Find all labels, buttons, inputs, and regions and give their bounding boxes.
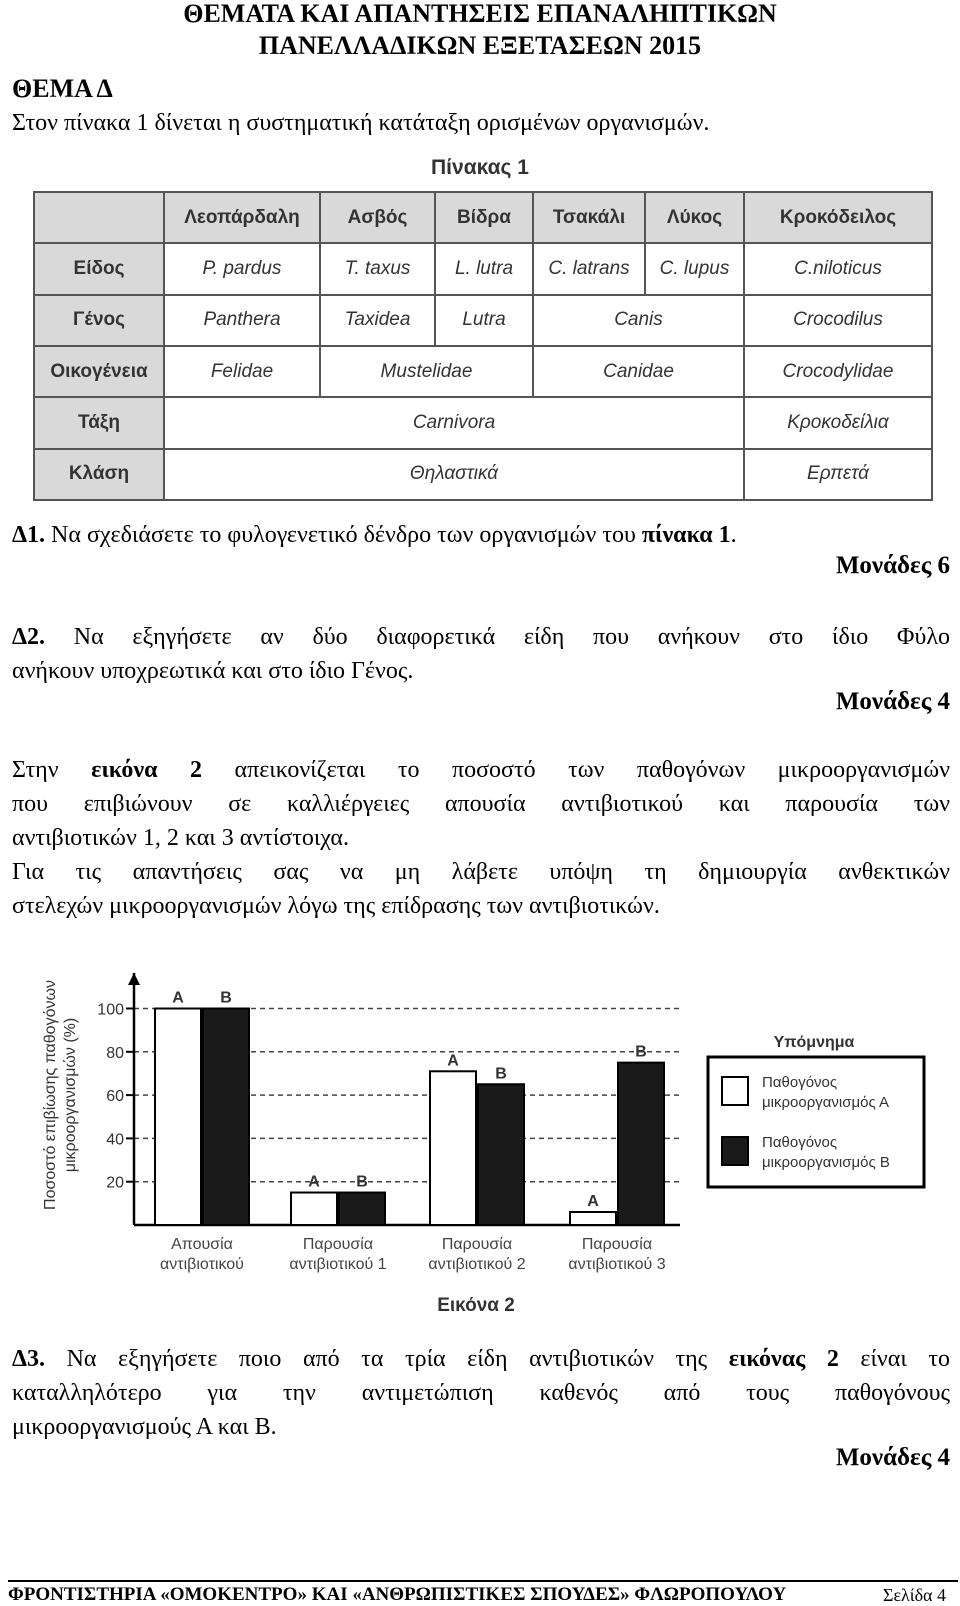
bar-a bbox=[155, 1009, 201, 1226]
question-d2-line-2: ανήκουν υποχρεωτικά και στο ίδιο Γένος. bbox=[12, 658, 414, 684]
table-cell: Mustelidae bbox=[320, 346, 533, 397]
table-cell: C. lupus bbox=[645, 243, 744, 294]
legend-label: Παθογόνος bbox=[762, 1074, 838, 1091]
bar-a bbox=[570, 1212, 616, 1225]
para-text: Στην bbox=[12, 757, 92, 783]
table-row bbox=[34, 449, 932, 500]
question-d3-line-1 bbox=[12, 1342, 950, 1376]
para-text: απεικονίζεται το ποσοστό των παθογόνων μικροοργανισμών bbox=[202, 757, 950, 783]
table-header-cell: Βίδρα bbox=[435, 192, 533, 243]
question-text-bold: πίνακα 1 bbox=[641, 522, 731, 548]
bar-b bbox=[618, 1063, 664, 1225]
table-cell: L. lutra bbox=[435, 243, 533, 294]
marks-d2: Μονάδες 4 bbox=[835, 688, 950, 715]
question-text: Να εξηγήσετε αν δύο διαφορετικά είδη που ανήκουν στο ίδιο Φύλο bbox=[45, 624, 950, 650]
table-header-cell: Λύκος bbox=[645, 192, 744, 243]
table-cell: Lutra bbox=[435, 295, 533, 346]
table-cell: C.niloticus bbox=[744, 243, 932, 294]
bar-label: A bbox=[308, 1173, 320, 1191]
table-row bbox=[34, 295, 932, 346]
marks-d1: Μονάδες 6 bbox=[835, 552, 950, 579]
table-header-cell: Ασβός bbox=[320, 192, 435, 243]
row-label: Είδος bbox=[34, 243, 164, 294]
table-header-cell: Τσακάλι bbox=[533, 192, 645, 243]
bar-label: B bbox=[220, 989, 232, 1007]
intro-text: Στον πίνακα 1 δίνεται η συστηματική κατάταξη ορισμένων οργανισμών. bbox=[12, 110, 710, 136]
x-category-label: αντιβιοτικού 3 bbox=[568, 1256, 666, 1273]
row-label: Οικογένεια bbox=[34, 346, 164, 397]
bar-label: A bbox=[587, 1193, 599, 1211]
table-cell: Canis bbox=[533, 295, 744, 346]
table-cell: P. pardus bbox=[164, 243, 320, 294]
x-category-label: αντιβιοτικού 2 bbox=[428, 1256, 526, 1273]
header-line-1: ΘΕΜΑΤΑ ΚΑΙ ΑΠΑΝΤΗΣΕΙΣ ΕΠΑΝΑΛΗΠΤΙΚΩΝ bbox=[183, 0, 777, 28]
x-category-label: Απουσία bbox=[171, 1236, 233, 1253]
legend-label: μικροοργανισμός Β bbox=[762, 1154, 890, 1171]
bar-label: B bbox=[495, 1065, 507, 1083]
x-category-label: αντιβιοτικού bbox=[160, 1256, 244, 1273]
bar-label: A bbox=[172, 989, 184, 1007]
table-cell: T. taxus bbox=[320, 243, 435, 294]
table-cell: Ερπετά bbox=[744, 449, 932, 500]
legend-swatch-a bbox=[722, 1077, 748, 1105]
question-text: . bbox=[730, 522, 737, 548]
para-line-2: που επιβιώνουν σε καλλιέργειες απουσία αντιβιοτικού και παρουσία των bbox=[12, 791, 950, 817]
table-cell: Crocodylidae bbox=[744, 346, 932, 397]
question-label: Δ2. bbox=[12, 624, 46, 650]
row-label: Τάξη bbox=[34, 397, 164, 448]
legend-swatch-b bbox=[722, 1137, 748, 1165]
bar-label: B bbox=[356, 1173, 368, 1191]
question-text-bold: εικόνας 2 bbox=[728, 1346, 839, 1372]
table-cell: Θηλαστικά bbox=[164, 449, 744, 500]
question-text: είναι το bbox=[838, 1346, 951, 1372]
row-label: Κλάση bbox=[34, 449, 164, 500]
legend-label: Παθογόνος bbox=[762, 1134, 838, 1151]
bar-label: A bbox=[447, 1052, 459, 1070]
para-line-3: αντιβιοτικών 1, 2 και 3 αντίστοιχα. bbox=[12, 825, 350, 851]
marks-d3: Μονάδες 4 bbox=[835, 1444, 950, 1471]
para-text-bold: εικόνα 2 bbox=[91, 757, 203, 783]
question-text: Να εξηγήσετε ποιο από τα τρία είδη αντιβιοτικών της bbox=[45, 1346, 729, 1372]
table-row bbox=[34, 192, 932, 243]
bar-b bbox=[203, 1009, 249, 1226]
question-d2-line-1 bbox=[12, 620, 950, 654]
x-category-label: Παρουσία bbox=[302, 1236, 374, 1253]
bar-b bbox=[478, 1084, 524, 1225]
bar-a bbox=[291, 1193, 337, 1225]
page-number: Σελίδα 4 bbox=[882, 1585, 946, 1605]
x-category-label: Παρουσία bbox=[441, 1236, 513, 1253]
question-d1 bbox=[12, 518, 950, 552]
question-text: Να σχεδιάσετε το φυλογενετικό δένδρο των οργανισμών του bbox=[45, 522, 642, 548]
y-axis-label: Ποσοστό επιβίωσης παθογόνων bbox=[42, 980, 59, 1210]
table-cell: Felidae bbox=[164, 346, 320, 397]
legend-title: Υπόμνημα bbox=[773, 1034, 855, 1051]
classification-table bbox=[33, 191, 933, 501]
y-axis-arrow bbox=[128, 973, 140, 985]
y-tick-label: 80 bbox=[106, 1044, 124, 1062]
question-label: Δ3. bbox=[12, 1346, 46, 1372]
page-footer bbox=[8, 1580, 958, 1606]
bar-label: B bbox=[635, 1043, 647, 1061]
legend-label: μικροοργανισμός Α bbox=[762, 1094, 890, 1111]
y-tick-label: 20 bbox=[106, 1174, 124, 1192]
chart-title: Εικόνα 2 bbox=[437, 1295, 515, 1316]
table-cell: Taxidea bbox=[320, 295, 435, 346]
y-tick-label: 100 bbox=[97, 1001, 124, 1019]
question-label: Δ1. bbox=[12, 522, 46, 548]
para-line-5: στελεχών μικροοργανισμών λόγω της επίδρασης των αντιβιοτικών. bbox=[12, 893, 660, 919]
question-d3-line-3: μικροοργανισμούς Α και Β. bbox=[12, 1414, 277, 1440]
question-d3-line-2: καταλληλότερο για την αντιμετώπιση καθενός από τους παθογόνους bbox=[12, 1380, 950, 1406]
table-header-cell: Κροκόδειλος bbox=[744, 192, 932, 243]
table-cell: Κροκοδείλια bbox=[744, 397, 932, 448]
table-row bbox=[34, 346, 932, 397]
table-cell: Carnivora bbox=[164, 397, 744, 448]
y-tick-label: 60 bbox=[106, 1088, 124, 1106]
table-row bbox=[34, 397, 932, 448]
bar-a bbox=[430, 1071, 476, 1225]
table-header-cell: Λεοπάρδαλη bbox=[164, 192, 320, 243]
x-category-label: Παρουσία bbox=[581, 1236, 653, 1253]
header-line-2: ΠΑΝΕΛΛΑΔΙΚΩΝ ΕΞΕΤΑΣΕΩΝ 2015 bbox=[258, 31, 702, 60]
para-line-4: Για τις απαντήσεις σας να μη λάβετε υπόψη τη δημιουργία ανθεκτικών bbox=[12, 859, 950, 885]
table-cell: Crocodilus bbox=[744, 295, 932, 346]
bar-b bbox=[339, 1193, 385, 1225]
para-line-1 bbox=[12, 753, 950, 787]
table-caption: Πίνακας 1 bbox=[431, 156, 529, 179]
table-cell: C. latrans bbox=[533, 243, 645, 294]
table-row bbox=[34, 243, 932, 294]
section-title: ΘΕΜΑ Δ bbox=[12, 74, 113, 103]
y-tick-label: 40 bbox=[106, 1131, 124, 1149]
table-cell: Panthera bbox=[164, 295, 320, 346]
footer-text: ΦΡΟΝΤΙΣΤΗΡΙΑ «ΟΜΟΚΕΝΤΡΟ» ΚΑΙ «ΑΝΘΡΩΠΙΣΤΙΚΕΣ ΣΠΟΥΔΕΣ» ΦΛΩΡΟΠΟΥΛΟΥ bbox=[8, 1584, 787, 1605]
y-axis-label: μικροοργανισμών (%) bbox=[62, 1017, 79, 1173]
row-label: Γένος bbox=[34, 295, 164, 346]
survival-bar-chart bbox=[0, 955, 960, 1335]
table-corner-cell bbox=[34, 192, 164, 243]
table-cell: Canidae bbox=[533, 346, 744, 397]
x-category-label: αντιβιοτικού 1 bbox=[289, 1256, 387, 1273]
